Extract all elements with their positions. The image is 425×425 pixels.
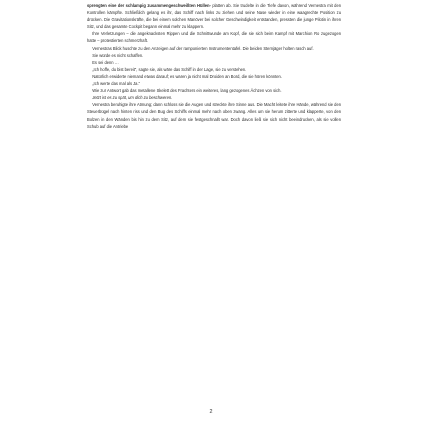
paragraph: Es sei denn … [92,59,119,65]
paragraph: Vernestras Blick huschte zu den Anzeigen auf der ramponierten Instrumententafel. Die beiden Sternjäger holten rasch auf. [92,45,314,51]
paragraph-thought: Jetzt ist es zu spät, um dich zu beschweren. [92,95,173,101]
paragraph: Ihre Verletzungen – die angeknacksten Rippen und die Schnittwunde am Kopf, die sie sich beim Kampf mit Marchion Ro zugezogen hatte – protestierten schmerzhaft. [87,31,341,44]
paragraph: „Ich werte das mal als Ja.“ [92,81,140,87]
paragraph: Vernestra beruhigte ihre Atmung; dann schloss sie die Augen und streckte ihre Sinne aus. Die Macht leitete ihre Hände, während sie den Steuerbügel nach hinten riss und den Bug des Schiffs einmal mehr nach oben zwang. Alles um sie herum zitterte und klapperte, von den Bolzen in den Wänden bis hin zu dem Sitz, auf dem sie festgeschnallt war. Doch davon ließ sie sich nicht beeindrucken, als sie vollen Schub auf die Antriebe [87,102,341,129]
paragraph: Wie zur Antwort gab das metallene Skelett des Frachters ein weiteres, lang gezogenes Ächzen von sich. [92,88,282,94]
page-number: 2 [209,409,213,415]
paragraph: Natürlich erwiderte niemand etwas darauf; es waren ja nicht mal Droiden an Bord, die sie hören könnten. [92,73,282,79]
paragraph-text: platten ab. Sie trudelte in die Tiefe davon, während Vernestra mit den Kontrollen kämpfte. Schließlich gelang es ihr, das Schiff nach links zu ziehen und seine Nase wieder in eine waagrechte Position zu drücken. Die Gravitationskräfte, die bei einem solchen Manöver bei solcher Geschwindigkeit entstanden, pressten die junge Pilotin in ihren Sitz, und das gesamte Cockpit begann einmal mehr zu klappern. [87,3,341,30]
paragraph: Sie würde es nicht schaffen. [92,52,144,58]
paragraph-lead-text: sprengten eine der schlampig zusammengeschweißten Hüllen- [87,3,211,8]
paragraph: „Ich hoffe, du bist bereit“, sagte sie, als wäre das Schiff in der Lage, sie zu verstehen. [92,66,247,72]
paragraph-opening [87,2,341,30]
